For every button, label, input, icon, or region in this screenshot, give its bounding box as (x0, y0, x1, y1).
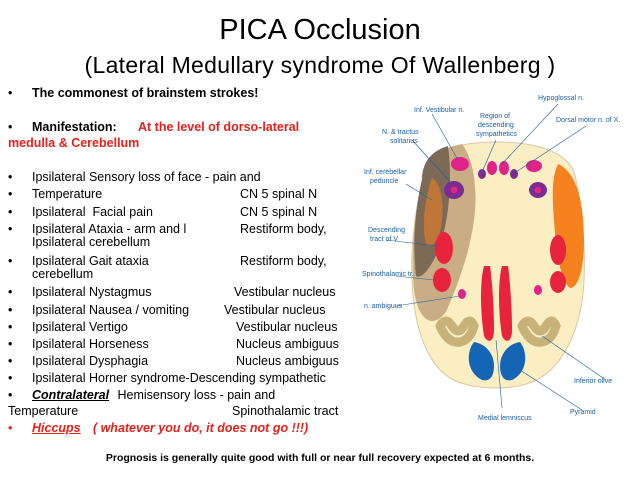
symptom-site: Vestibular nucleus (224, 303, 326, 317)
label-region-2: descending (478, 122, 514, 129)
symptom-text: Ipsilateral Sensory loss of face - pain and (32, 170, 261, 184)
manifestation-label: Manifestation: (32, 120, 124, 134)
hiccups-note: ( whatever you do, it does not go !!!) (86, 421, 309, 435)
label-inf-vestibular: Inf. Vestibular n. (414, 107, 465, 114)
label-spinothalamic: Spinothalamic tr. (362, 271, 414, 278)
bullet-marker: • (8, 371, 13, 385)
bullet-marker: • (8, 421, 13, 435)
symptom-text: Ipsilateral Facial pain (32, 205, 153, 219)
label-region-3: sympathetics (476, 131, 517, 138)
bullet-marker: • (8, 222, 13, 236)
spinothalamic-tract (433, 268, 451, 292)
symptom-site: Nucleus ambiguus (236, 354, 339, 368)
slide-title: PICA Occlusion (219, 14, 421, 46)
nucleus-ambiguus (534, 285, 542, 295)
bullet-marker: • (8, 337, 13, 351)
symptom-text-cont: Ipsilateral cerebellum (32, 235, 151, 249)
spinothalamic-tract (550, 271, 566, 293)
dorsal-motor-nucleus (478, 169, 486, 179)
symptom-text-cont: cerebellum (32, 267, 94, 281)
bullet-marker: • (8, 354, 13, 368)
bullet-marker: • (8, 170, 13, 184)
vestibular-nucleus (451, 157, 469, 171)
tractus-solitarius-core (451, 187, 458, 194)
label-descending-2: tract of V (370, 236, 399, 243)
slide-subtitle: (Lateral Medullary syndrome Of Wallenberg ) (84, 52, 556, 78)
bullet-commonest: The commonest of brainstem strokes! (32, 86, 259, 100)
contralateral-label: Contralateral (32, 388, 110, 402)
label-region-1: Region of (480, 113, 510, 120)
bullet-marker: • (8, 187, 13, 201)
descending-tract-v (435, 232, 453, 264)
dorsal-motor-nucleus (510, 169, 518, 179)
bullet-marker: • (8, 254, 13, 268)
label-n-ambiguus: n. ambiguus (364, 303, 403, 310)
prognosis-note: Prognosis is generally quite good with full or near full recovery expected at 6 months. (105, 452, 535, 464)
hypoglossal-nucleus (499, 161, 509, 175)
symptom-text: Temperature (8, 404, 79, 418)
bullet-marker: • (8, 86, 13, 100)
label-inferior-olive: Inferior olive (574, 378, 613, 385)
bullet-marker: • (8, 120, 13, 134)
bullet-marker: • (8, 388, 13, 402)
hypoglossal-nucleus (487, 161, 497, 175)
symptom-text: Ipsilateral Horseness (32, 337, 149, 351)
hiccups-label: Hiccups (32, 421, 81, 435)
bullet-marker: • (8, 320, 13, 334)
manifestation-level: At the level of dorso-lateral (138, 120, 300, 134)
vestibular-nucleus (526, 160, 542, 172)
symptom-site: Restiform body, (240, 254, 327, 268)
descending-tract-v (550, 235, 566, 265)
symptom-text: Ipsilateral Dysphagia (32, 354, 149, 368)
symptom-site: CN 5 spinal N (240, 205, 318, 219)
symptom-site: Nucleus ambiguus (236, 337, 339, 351)
symptom-text: Ipsilateral Ataxia - arm and l (32, 222, 187, 236)
symptom-text: Ipsilateral Gait ataxia (32, 254, 149, 268)
bullet-marker: • (8, 303, 13, 317)
symptom-text: Ipsilateral Horner syndrome-Descending sympathetic (32, 371, 326, 385)
symptom-text: Ipsilateral Vertigo (32, 320, 128, 334)
symptom-site: CN 5 spinal N (240, 187, 318, 201)
bullet-marker: • (8, 285, 13, 299)
label-icp-1: Inf. cerebellar (364, 169, 407, 176)
bullet-marker: • (8, 205, 13, 219)
label-tractus-1: N. & tractus (382, 129, 419, 136)
symptom-site: Spinothalamic tract (232, 404, 339, 418)
label-tractus-2: solitarius (390, 138, 418, 145)
label-descending-1: Descending (368, 227, 405, 234)
medulla-diagram (362, 80, 632, 440)
symptom-text: Ipsilateral Nausea / vomiting (32, 303, 190, 317)
label-medial-lemniscus: Medial lemniscus (478, 415, 532, 422)
symptom-site: Restiform body, (240, 222, 327, 236)
label-pyramid: Pyramid (570, 409, 596, 416)
symptom-text: Hemisensory loss - pain and (114, 388, 276, 402)
label-dorsal-motor: Dorsal motor n. of X. (556, 117, 621, 124)
manifestation-level-cont: medulla & Cerebellum (8, 136, 140, 150)
symptom-text: Temperature (32, 187, 103, 201)
label-hypoglossal: Hypoglossal n. (538, 95, 584, 102)
label-icp-2: peduncle (370, 178, 399, 185)
symptom-site: Vestibular nucleus (236, 320, 338, 334)
symptom-text: Ipsilateral Nystagmus (32, 285, 152, 299)
symptom-site: Vestibular nucleus (234, 285, 336, 299)
tractus-solitarius-core (535, 187, 542, 194)
nucleus-ambiguus (458, 289, 466, 299)
